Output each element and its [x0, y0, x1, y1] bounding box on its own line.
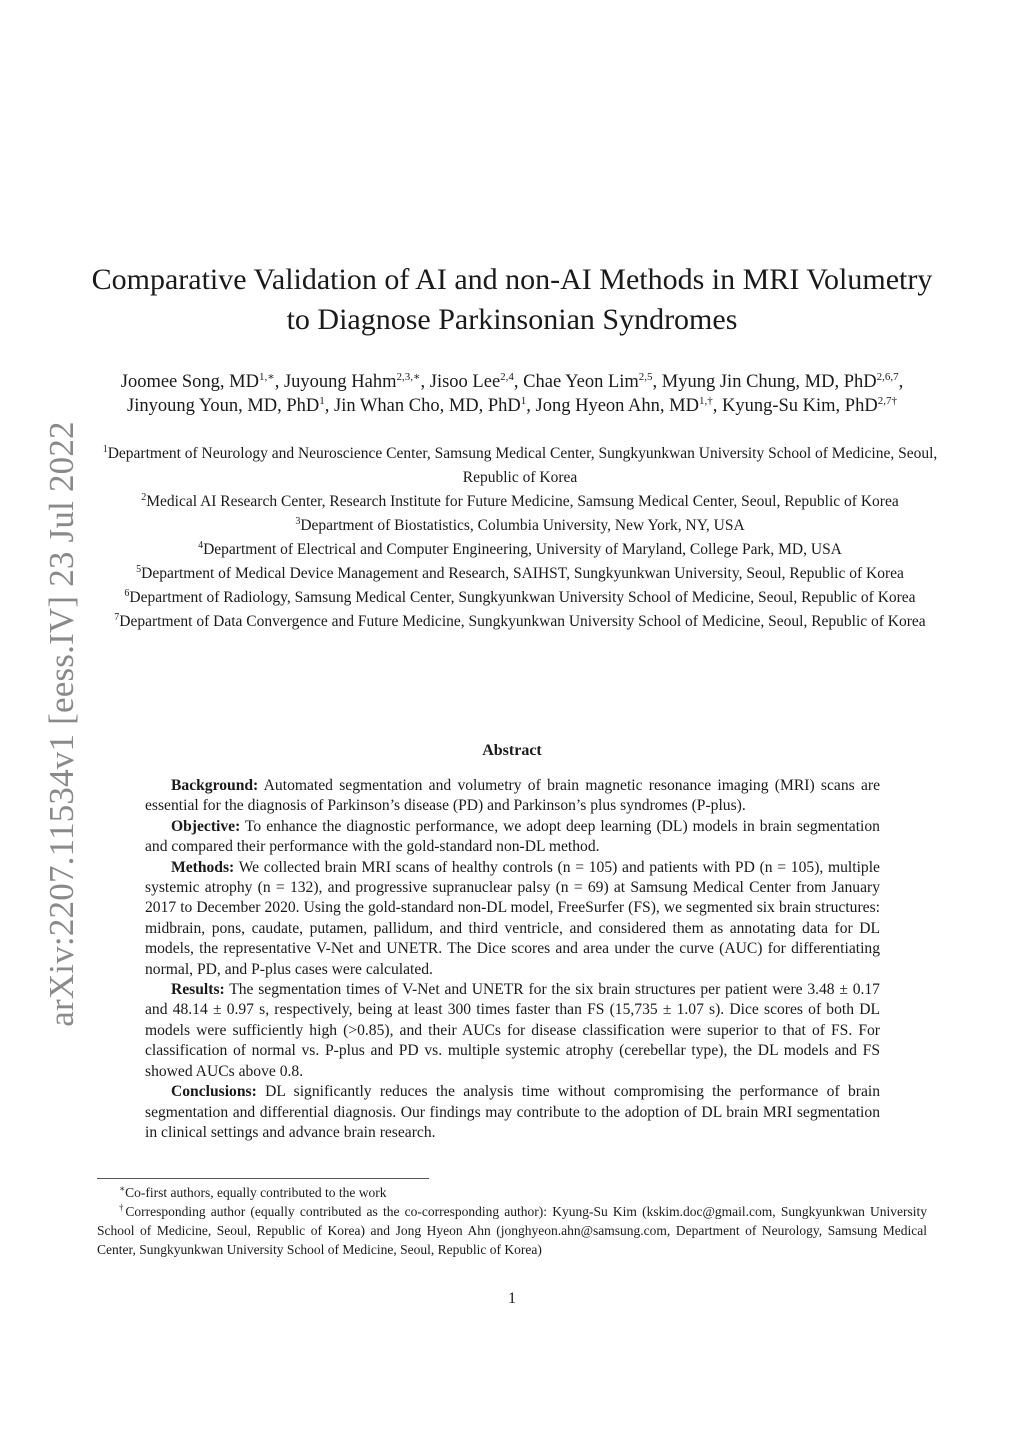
footnotes: [97, 1183, 927, 1259]
arxiv-identifier-stamp: arXiv:2207.11534v1 [eess.IV] 23 Jul 2022: [42, 421, 81, 1027]
abstract-objective: Objective: To enhance the diagnostic performance, we adopt deep learning (DL) models in brain segmentation and compared their performance with the gold-standard non-DL method.: [145, 817, 880, 856]
author: Jisoo Lee$^{2,4}$,: [429, 370, 524, 392]
author: Jin Whan Cho, MD, PhD$^1$,: [334, 394, 536, 416]
footnote-co-first: ∗Co-first authors, equally contributed to the work: [119, 1183, 387, 1200]
abstract-conclusions: Conclusions: DL significantly reduces the analysis time without compromising the performance of brain segmentation and differential diagnosis. Our findings may contribute to the adoption of DL brain MRI segmentation in clinical settings and advance brain research.: [145, 1083, 880, 1141]
abstract-methods: Methods: We collected brain MRI scans of healthy controls (n = 105) and patients with PD (n = 105), multiple systemic atrophy (n = 132), and progressive supranuclear palsy (n = 69) at Samsung Medical Center from January 2017 to December 2020. Using the gold-standard non-DL model, FreeSurfer (FS), we segmented six brain structures: midbrain, pons, caudate, putamen, pallidum, and third ventricle, and considered them as annotating data for DL models, the representative V-Net and UNETR. The Dice scores and area under the curve (AUC) for differentiating normal, PD, and P-plus cases were calculated.: [145, 858, 880, 978]
affiliation: $^2$Medical AI Research Center, Research Institute for Future Medicine, Samsung Medical Center, Seoul, Republic of Korea: [141, 491, 899, 510]
paper-title-line-1: Comparative Validation of AI and non-AI Methods in MRI Volumetry: [91, 263, 933, 296]
author-list: [100, 370, 924, 418]
affiliation: $^1$Department of Neurology and Neuroscience Center, Samsung Medical Center, Sungkyunkwan University School of Medicine, Seoul, Republic of Korea: [102, 443, 938, 486]
author: Jinyoung Youn, MD, PhD$^1$,: [127, 394, 335, 416]
affiliation-list: [100, 442, 940, 634]
paper-title-line-2: to Diagnose Parkinsonian Syndromes: [286, 303, 738, 336]
author: Joomee Song, $MD^{1,∗}$,: [120, 370, 284, 392]
abstract-body: [145, 776, 880, 1143]
affiliation: $^7$Department of Data Convergence and Future Medicine, Sungkyunkwan University School of Medicine, Seoul, Republic of Korea: [114, 611, 926, 630]
paper-title: [90, 260, 934, 340]
footnote-divider: [97, 1178, 429, 1179]
affiliation: $^6$Department of Radiology, Samsung Medical Center, Sungkyunkwan University School of Medicine, Seoul, Republic of Korea: [124, 587, 916, 606]
author: Jong Hyeon Ahn, $MD^{1,\dagger}$,: [535, 394, 722, 416]
author: Chae Yeon Lim$^{2,5}$,: [523, 370, 662, 392]
author: Juyoung Hahm$^{2,3,∗}$,: [283, 370, 430, 392]
author: Myung Jin Chung, MD, PhD$^{2,6,7}$,: [661, 370, 904, 392]
affiliation: $^4$Department of Electrical and Computer Engineering, University of Maryland, College Park, MD, USA: [198, 539, 842, 558]
abstract-heading: Abstract: [482, 742, 542, 759]
page-number: 1: [508, 1290, 516, 1307]
abstract-results: Results: The segmentation times of V-Net and UNETR for the six brain structures per patient were 3.48 ± 0.17 and 48.14 ± 0.97 s, respectively, being at least 300 times faster than FS (15,735 ± 1.07 s). Dice scores of both DL models were sufficiently high (>0.85), and their AUCs for disease classification were superior to that of FS. For classification of normal vs. P-plus and PD vs. multiple systemic atrophy (cerebellar type), the DL models and FS showed AUCs above 0.8.: [145, 981, 880, 1080]
affiliation: $^5$Department of Medical Device Management and Research, SAIHST, Sungkyunkwan University, Seoul, Republic of Korea: [136, 563, 904, 582]
author: Kyung-Su Kim, PhD$^{2,7\dagger}$: [721, 394, 897, 416]
footnote-corresponding: †Corresponding author (equally contributed as the co-corresponding author): Kyung-Su Kim (kskim.doc@gmail.com, Sungkyunkwan University School of Medicine, Seoul, Republic of Korea) and Jong Hyeon Ahn (jonghyeon.ahn@samsung.com, Department of Neurology, Samsung Medical Center, Sungkyunkwan University School of Medicine, Seoul, Republic of Korea): [97, 1202, 928, 1257]
abstract-background: Background: Automated segmentation and volumetry of brain magnetic resonance imaging (MRI) scans are essential for the diagnosis of Parkinson’s disease (PD) and Parkinson’s plus syndromes (P-plus).: [145, 777, 880, 815]
affiliation: $^3$Department of Biostatistics, Columbia University, New York, NY, USA: [295, 515, 745, 534]
